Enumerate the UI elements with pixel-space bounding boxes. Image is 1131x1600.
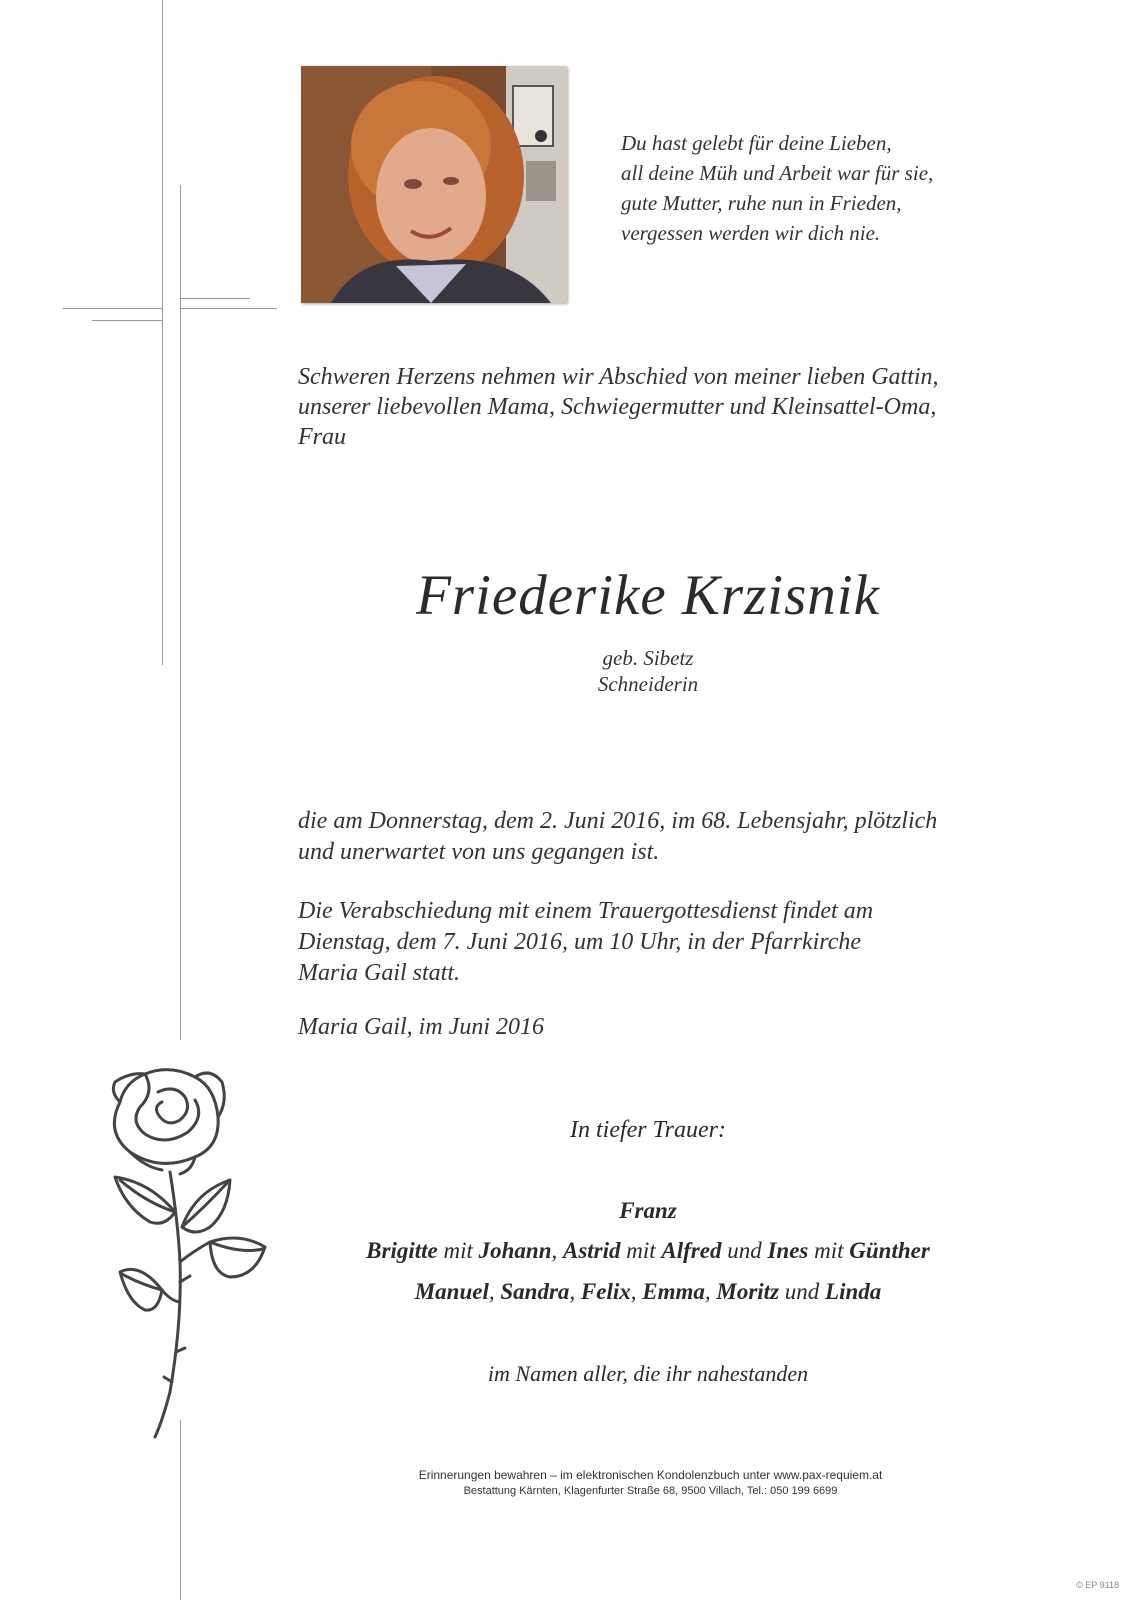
form-code: © EP 9118 [1076,1580,1119,1590]
intro-line: unserer liebevollen Mama, Schwiegermutter und Kleinsattel-Oma, [298,394,937,420]
death-notice [298,806,1018,868]
family-connector: , [704,1279,717,1304]
occupation: Schneiderin [597,672,699,696]
poem-line: Du hast gelebt für deine Lieben, [621,131,892,155]
portrait-photo [301,66,567,303]
family-member-name: Emma [642,1279,705,1304]
poem-line: vergessen werden wir dich nie. [621,221,881,245]
family-line-2 [0,1238,1131,1264]
death-notice-line: die am Donnerstag, dem 2. Juni 2016, im 68. Lebensjahr, plötzlich [298,808,938,834]
family-connector: mit [620,1238,662,1263]
family-member-name: Brigitte [366,1238,438,1263]
intro-line: Schweren Herzens nehmen wir Abschied von meiner lieben Gattin, [298,364,939,390]
family-connector: , [569,1279,581,1304]
service-line: Dienstag, dem 7. Juni 2016, um 10 Uhr, in der Pfarrkirche [298,929,862,955]
footer-line-1: Erinnerungen bewahren – im elektronischen Kondolenzbuch unter www.pax-requiem.at [418,1468,883,1482]
service-line: Die Verabschiedung mit einem Trauergottesdienst findet am [298,898,874,924]
family-line-3 [0,1279,1131,1305]
poem-line: gute Mutter, ruhe nun in Frieden, [621,191,902,215]
family-connector: und [779,1279,826,1304]
family-connector: mit [808,1238,850,1263]
mourning-heading: In tiefer Trauer: [570,1117,726,1143]
family-member-name: Felix [580,1279,631,1304]
poem [621,128,933,248]
family-member-name: Sandra [500,1279,570,1304]
family-member-name: Moritz [716,1279,780,1304]
family-member-name: Alfred [661,1238,722,1263]
family-member-name: Manuel [414,1279,489,1304]
family-connector: mit [437,1238,479,1263]
family-connector: , [551,1238,563,1263]
family-connector: und [721,1238,768,1263]
deceased-name: Friederike Krzisnik [416,564,880,627]
death-notice-line: und unerwartet von uns gegangen ist. [298,839,660,865]
family-member-name: Astrid [563,1238,621,1263]
service-line: Maria Gail statt. [298,960,461,986]
intro-text [298,362,998,452]
family-connector: , [488,1279,501,1304]
intro-line: Frau [298,424,346,450]
family-member-name: Franz [619,1198,677,1223]
family-member-name: Günther [849,1238,930,1263]
family-line-1 [0,1198,1131,1224]
service-info [298,896,1018,989]
family-connector: , [630,1279,643,1304]
family-member-name: Johann [478,1238,552,1263]
family-member-name: Ines [767,1238,809,1263]
birth-name: geb. Sibetz [602,646,694,670]
family-member-name: Linda [825,1279,882,1304]
poem-line: all deine Müh und Arbeit war für sie, [621,161,934,185]
place-date: Maria Gail, im Juni 2016 [298,1014,544,1040]
closing-text: im Namen aller, die ihr nahestanden [487,1361,809,1386]
footer-line-2: Bestattung Kärnten, Klagenfurter Straße 68, 9500 Villach, Tel.: 050 199 6699 [463,1485,838,1497]
